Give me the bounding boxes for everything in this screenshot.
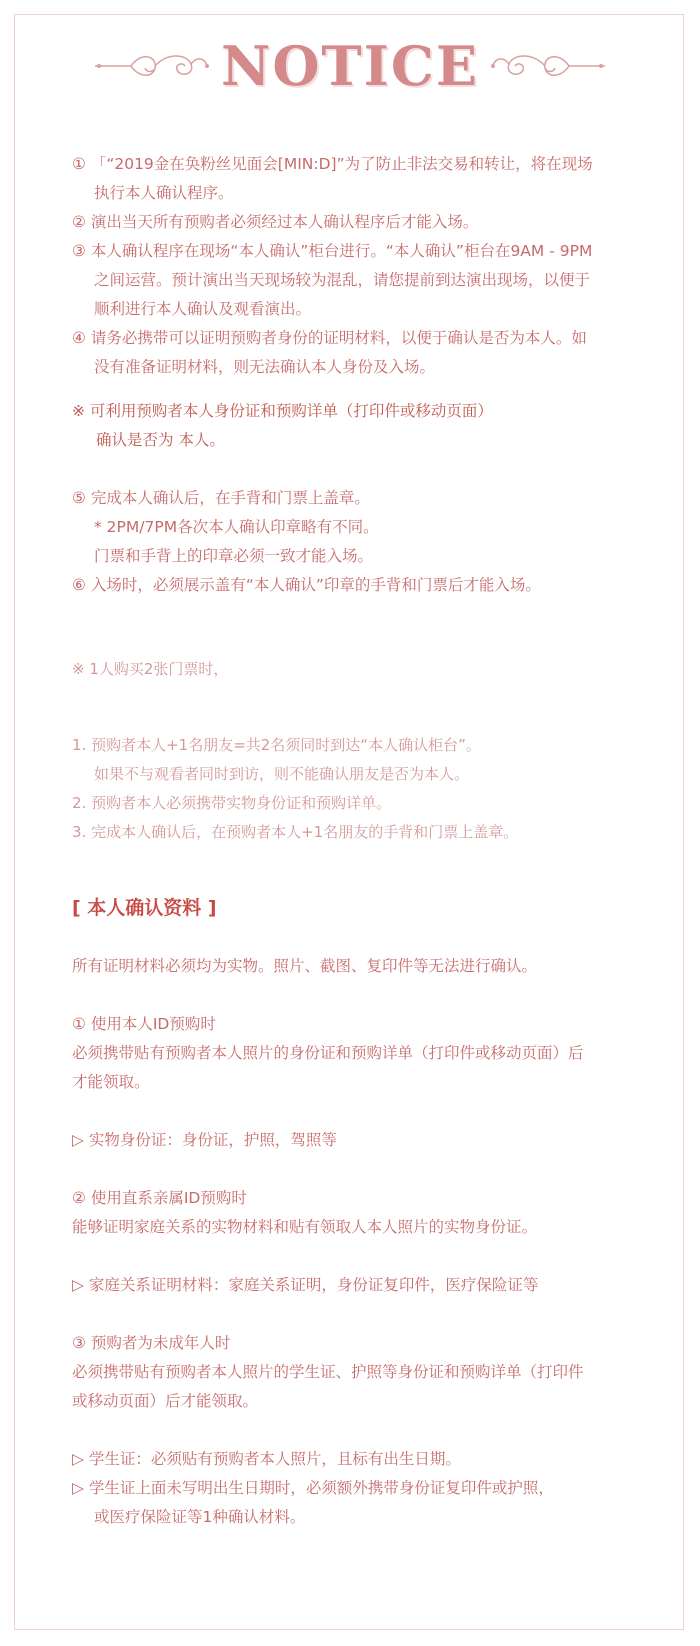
notice-note-cont: 确认是否为 本人。 <box>96 431 225 449</box>
two-tickets-rule-2: 2. 预购者本人必须携带实物身份证和预购详单。 <box>72 794 392 812</box>
two-tickets-rule-1-cont: 如果不与观看者同时到访，则不能确认朋友是否为本人。 <box>94 765 470 783</box>
id-case-1-title: ① 使用本人ID预购时 <box>72 1015 216 1033</box>
page-title: NOTICE <box>221 34 479 98</box>
id-case-1-text: 必须携带贴有预购者本人照片的身份证和预购详单（打印件或移动页面）后 <box>72 1044 584 1062</box>
id-case-3-title: ③ 预购者为未成年人时 <box>72 1334 231 1352</box>
notice-header <box>0 30 700 102</box>
id-case-3-text: 必须携带贴有预购者本人照片的学生证、护照等身份证和预购详单（打印件 <box>72 1363 584 1381</box>
notice-item-4-cont: 没有准备证明材料，则无法确认本人身份及入场。 <box>94 358 436 376</box>
id-case-2-text: 能够证明家庭关系的实物材料和贴有领取人本人照片的实物身份证。 <box>72 1218 538 1236</box>
notice-item-5: ⑤ 完成本人确认后，在手背和门票上盖章。 <box>72 489 370 507</box>
notice-item-1: ① 「“2019金在奂粉丝见面会[MIN:D]”为了防止非法交易和转让，将在现场 <box>72 155 593 173</box>
id-case-1-bullet: ▷ 实物身份证：身份证，护照，驾照等 <box>72 1131 337 1149</box>
notice-item-1-cont: 执行本人确认程序。 <box>94 184 234 202</box>
two-tickets-title: ※ 1人购买2张门票时， <box>72 660 229 678</box>
id-case-2-title: ② 使用直系亲属ID预购时 <box>72 1189 247 1207</box>
notice-content <box>72 150 632 1532</box>
id-case-2-bullet: ▷ 家庭关系证明材料：家庭关系证明，身份证复印件，医疗保险证等 <box>72 1276 539 1294</box>
id-case-3-bullet-2: ▷ 学生证上面未写明出生日期时，必须额外携带身份证复印件或护照， <box>72 1479 554 1497</box>
notice-item-3-cont: 之间运营。预计演出当天现场较为混乱，请您提前到达演出现场，以便于 <box>94 271 591 289</box>
notice-item-5-cont: 门票和手背上的印章必须一致才能入场。 <box>94 547 374 565</box>
notice-item-4: ④ 请务必携带可以证明预购者身份的证明材料，以便于确认是否为本人。如 <box>72 329 587 347</box>
flourish-right-icon <box>489 46 609 86</box>
notice-item-2: ② 演出当天所有预购者必须经过本人确认程序后才能入场。 <box>72 213 479 231</box>
id-section-intro: 所有证明材料必须均为实物。照片、截图、复印件等无法进行确认。 <box>72 957 538 975</box>
notice-item-6: ⑥ 入场时，必须展示盖有“本人确认”印章的手背和门票后才能入场。 <box>72 576 541 594</box>
id-case-3-bullet-2-cont: 或医疗保险证等1种确认材料。 <box>94 1508 306 1526</box>
id-case-3-bullet-1: ▷ 学生证：必须贴有预购者本人照片，且标有出生日期。 <box>72 1450 461 1468</box>
two-tickets-rule-1: 1. 预购者本人+1名朋友=共2名须同时到达“本人确认柜台”。 <box>72 736 481 754</box>
id-case-3-text-cont: 或移动页面）后才能领取。 <box>72 1392 259 1410</box>
id-section-heading: [ 本人确认资料 ] <box>72 897 217 919</box>
notice-note: ※ 可利用预购者本人身份证和预购详单（打印件或移动页面） <box>72 402 493 420</box>
notice-item-5-cont: * 2PM/7PM各次本人确认印章略有不同。 <box>94 518 379 536</box>
notice-list <box>72 150 632 382</box>
notice-item-3: ③ 本人确认程序在现场“本人确认”柜台进行。“本人确认”柜台在9AM - 9PM <box>72 242 593 260</box>
flourish-left-icon <box>91 46 211 86</box>
two-tickets-rule-3: 3. 完成本人确认后，在预购者本人+1名朋友的手背和门票上盖章。 <box>72 823 519 841</box>
notice-item-3-cont: 顺利进行本人确认及观看演出。 <box>94 300 312 318</box>
id-case-1-text-cont: 才能领取。 <box>72 1073 150 1091</box>
